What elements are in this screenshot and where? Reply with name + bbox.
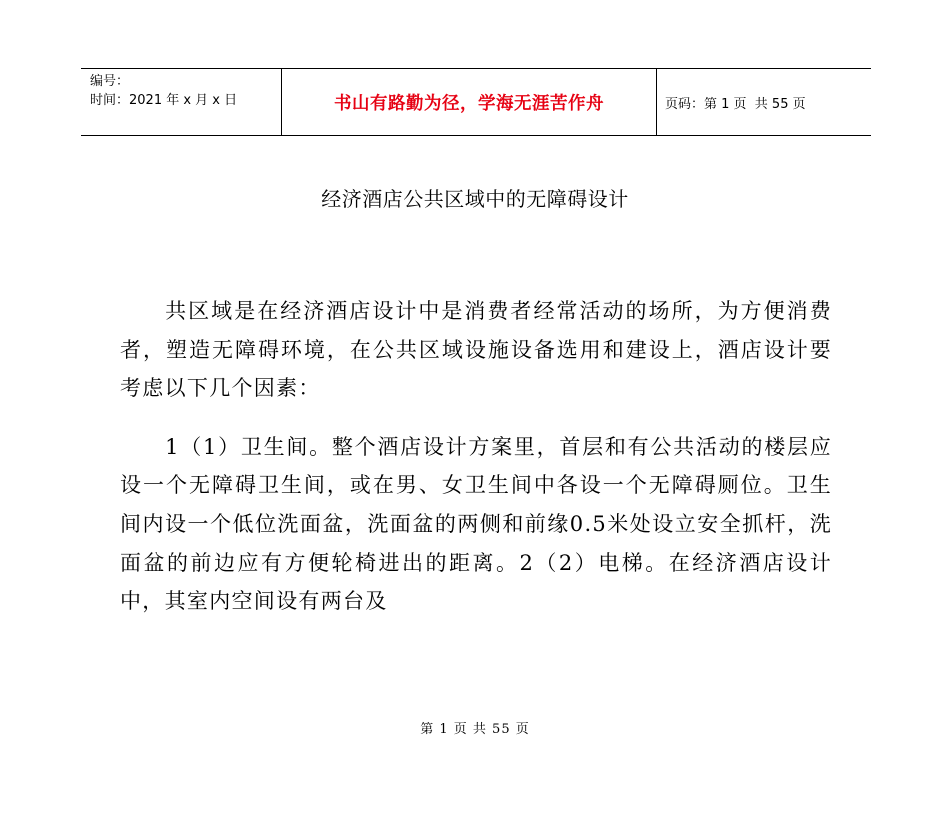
document-header	[81, 68, 871, 136]
header-motto: 书山有路勤为径，学海无涯苦作舟	[334, 93, 604, 114]
body-paragraph: 1（1）卫生间。整个酒店设计方案里，首层和有公共活动的楼层应设一个无障碍卫生间，或在男、女卫生间中各设一个无障碍厕位。卫生间内设一个低位洗面盆，洗面盆的两侧和前缘0.5米处设立安全抓杆，洗面盆的前边应有方便轮椅进出的距离。2（2）电梯。在经济酒店设计中，其室内空间设有两台及	[120, 434, 832, 614]
header-motto-cell	[282, 69, 657, 135]
document-title: 经济酒店公共区域中的无障碍设计	[321, 187, 629, 211]
page-footer: 第 1 页 共 55 页	[420, 722, 530, 737]
document-body	[120, 292, 832, 621]
header-page-cell	[657, 69, 871, 135]
body-paragraph: 共区域是在经济酒店设计中是消费者经常活动的场所，为方便消费者，塑造无障碍环境，在公共区域设施设备选用和建设上，酒店设计要考虑以下几个因素：	[120, 299, 832, 401]
header-page-info: 页码：第 1 页 共 55 页	[665, 96, 806, 112]
document-date: 时间：2021 年 x 月 x 日	[90, 93, 238, 108]
header-meta-cell	[81, 69, 282, 135]
document-number-label: 编号：	[90, 74, 130, 89]
